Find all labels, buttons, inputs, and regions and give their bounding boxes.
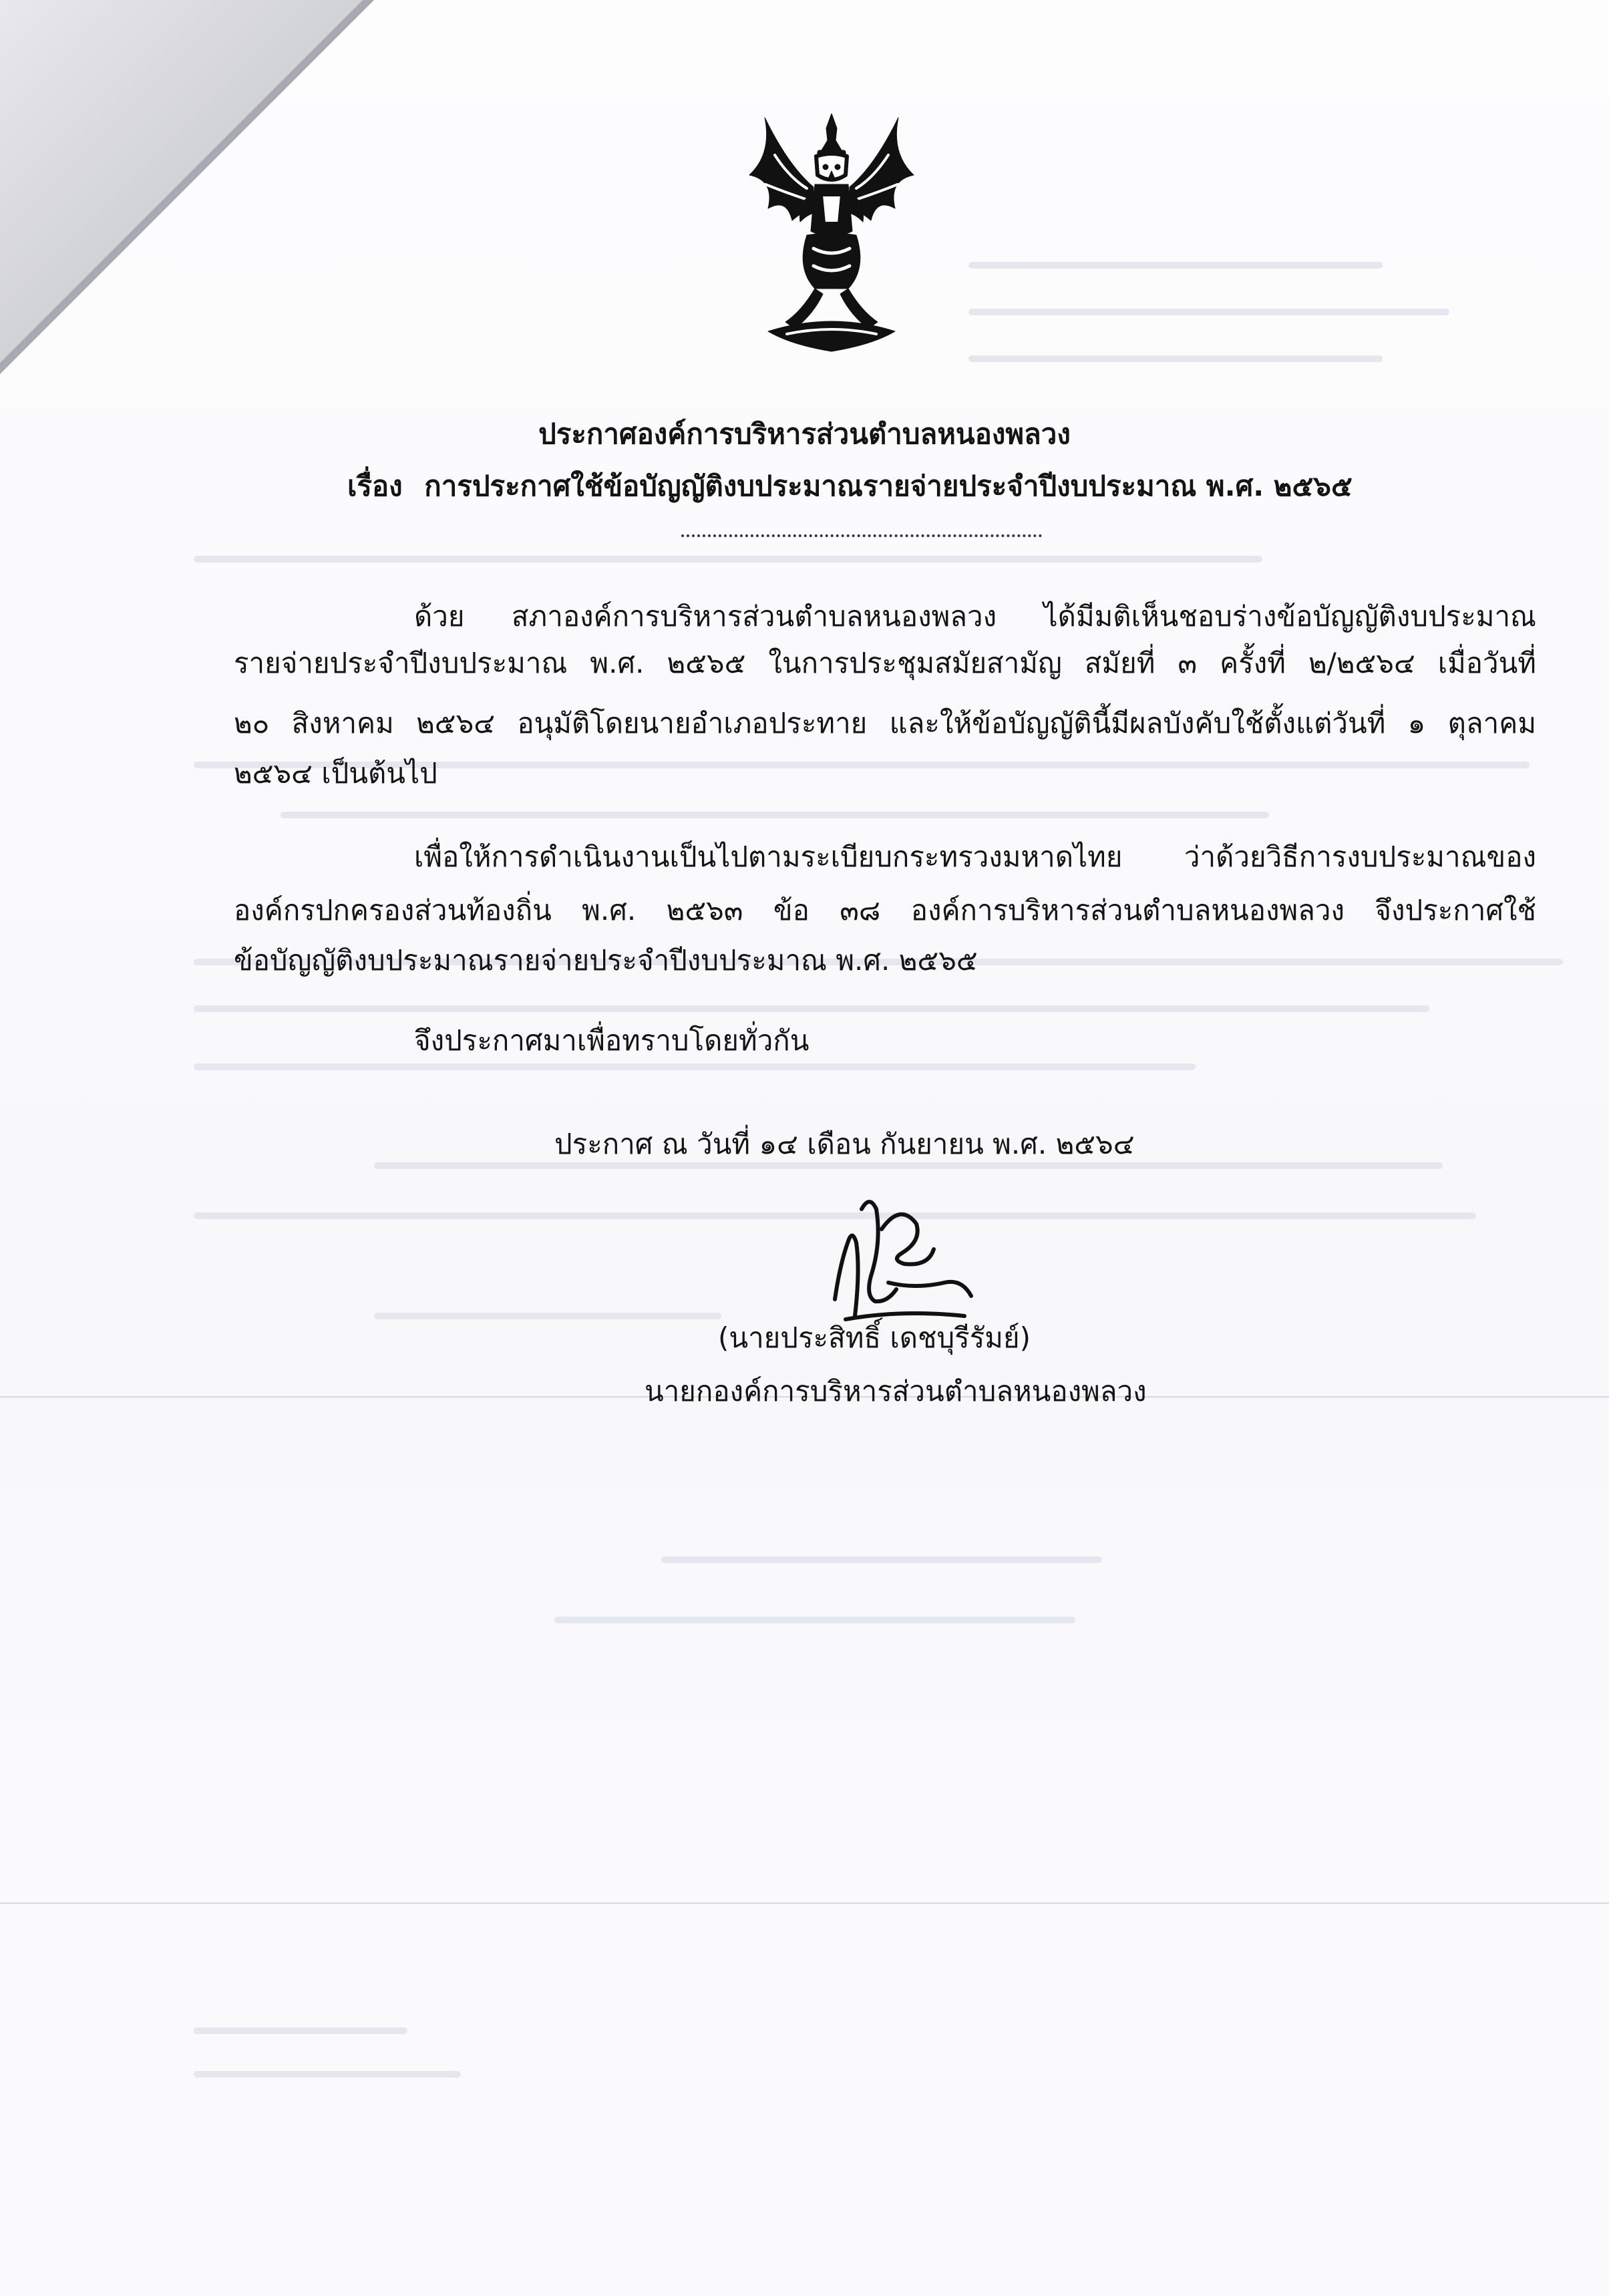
announcement-date: ประกาศ ณ วันที่ ๑๔ เดือน กันยายน พ.ศ. ๒๕๖๔ — [554, 1128, 1135, 1160]
paragraph2-line2: องค์กรปกครองส่วนท้องถิ่น พ.ศ. ๒๕๖๓ ข้อ ๓๘ องค์การบริหารส่วนตำบลหนองพลวง จึงประกาศใช้ — [234, 894, 1536, 927]
signatory-name: (นายประสิทธิ์ เดชบุรีรัมย์) — [718, 1321, 1031, 1354]
handwritten-signature — [822, 1182, 975, 1336]
title-separator — [681, 534, 1042, 537]
subject-line — [347, 468, 1353, 505]
closing-statement: จึงประกาศมาเพื่อทราบโดยทั่วกัน — [414, 1024, 810, 1057]
paragraph2-line1: เพื่อให้การดำเนินงานเป็นไปตามระเบียบกระทรวงมหาดไทย ว่าด้วยวิธีการงบประมาณของ — [414, 840, 1536, 873]
paragraph1-line3: ๒๐ สิงหาคม ๒๕๖๔ อนุมัติโดยนายอำเภอประทาย และให้ข้อบัญญัตินี้มีผลบังคับใช้ตั้งแต่วันที่ ๑ ตุลาคม — [234, 707, 1536, 740]
announcement-title: ประกาศองค์การบริหารส่วนตำบลหนองพลวง — [538, 418, 1071, 450]
paragraph1-line4: ๒๕๖๔ เป็นต้นไป — [234, 757, 437, 790]
signatory-position: นายกองค์การบริหารส่วนตำบลหนองพลวง — [645, 1375, 1147, 1408]
paragraph1-line1: ด้วย สภาองค์การบริหารส่วนตำบลหนองพลวง ได้มีมติเห็นชอบร่างข้อบัญญัติงบประมาณ — [414, 600, 1536, 633]
subject-text: การประกาศใช้ข้อบัญญัติงบประมาณรายจ่ายประจำปีงบประมาณ พ.ศ. ๒๕๖๕ — [424, 470, 1353, 502]
garuda-emblem — [748, 114, 915, 357]
paragraph2-line3: ข้อบัญญัติงบประมาณรายจ่ายประจำปีงบประมาณ พ.ศ. ๒๕๖๕ — [234, 944, 978, 977]
subject-prefix: เรื่อง — [347, 470, 403, 502]
paragraph1-line2: รายจ่ายประจำปีงบประมาณ พ.ศ. ๒๕๖๕ ในการประชุมสมัยสามัญ สมัยที่ ๓ ครั้งที่ ๒/๒๕๖๔ เมื่อวันที่ — [234, 647, 1536, 679]
